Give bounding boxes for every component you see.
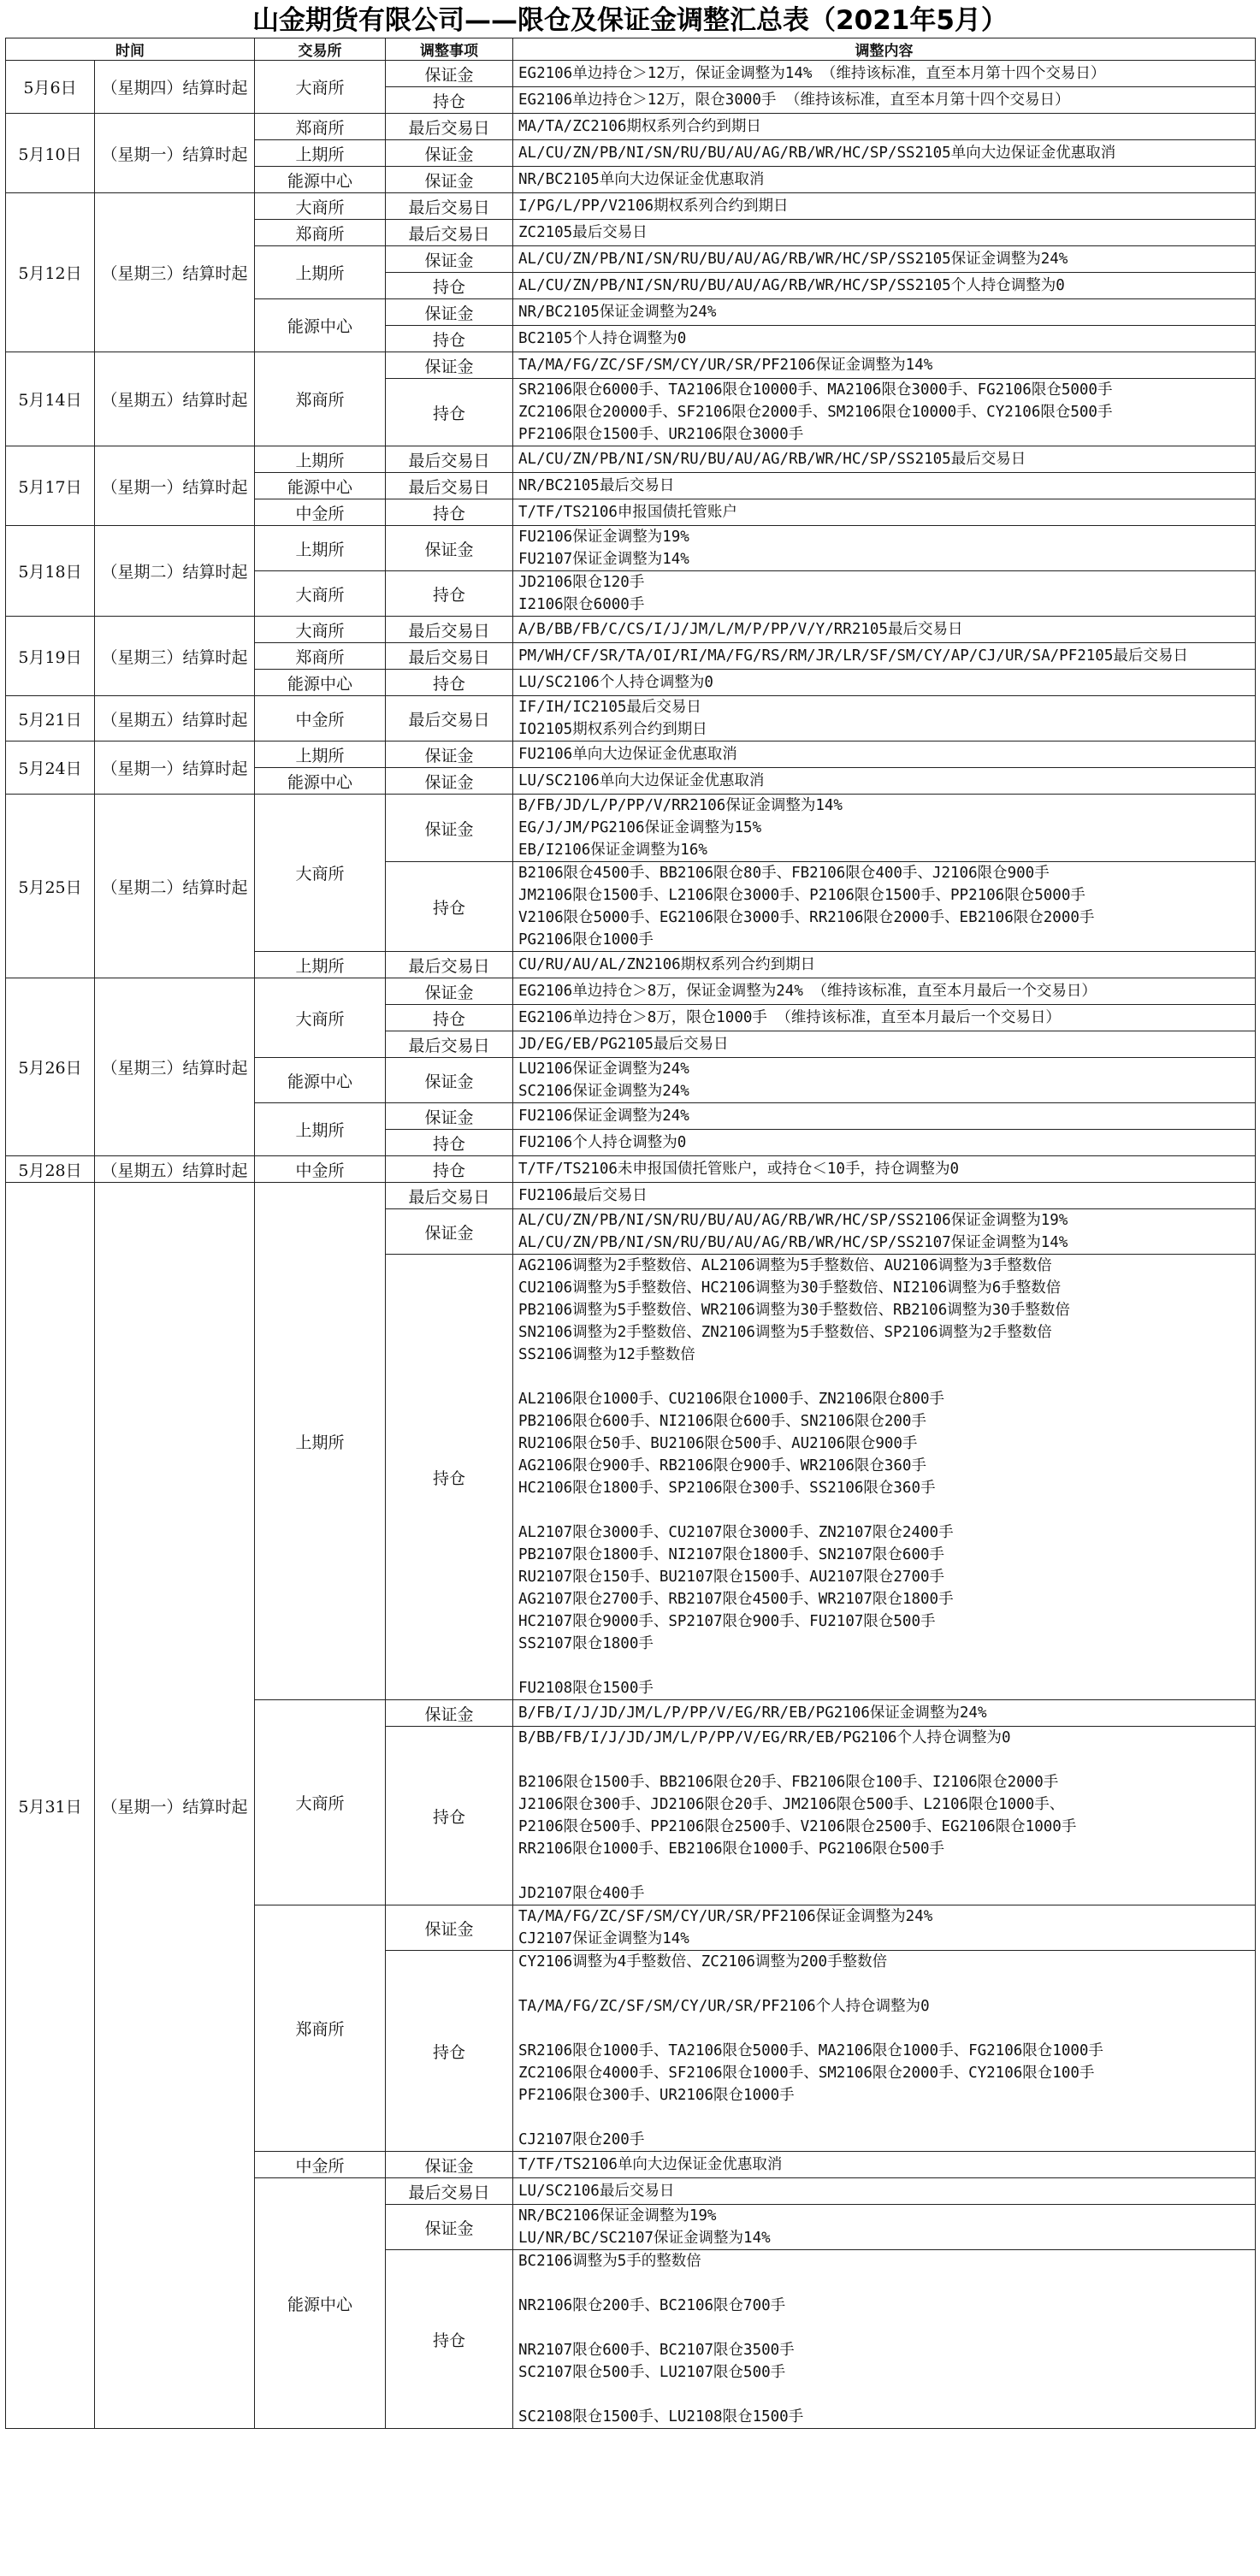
exchange-cell: 大商所 <box>255 61 386 114</box>
content-cell <box>513 1700 1256 1727</box>
item-cell: 持仓 <box>386 87 513 114</box>
content-line: ZC2105最后交易日 <box>518 224 648 241</box>
table-row <box>6 978 1256 1005</box>
content-cell <box>513 978 1256 1005</box>
item-cell: 最后交易日 <box>386 473 513 499</box>
exchange-cell: 上期所 <box>255 952 386 978</box>
content-cell <box>513 140 1256 167</box>
table-row <box>6 114 1256 140</box>
content-line: IF/IH/IC2105最后交易日 <box>518 699 701 716</box>
content-line: SC2108限仓1500手、LU2108限仓1500手 <box>518 2408 804 2425</box>
date-cell: 5月31日 <box>6 1183 95 2429</box>
exchange-cell: 郑商所 <box>255 220 386 246</box>
weekday-cell: （星期五）结算时起 <box>95 696 255 741</box>
content-line: SR2106限仓1000手、TA2106限仓5000手、MA2106限仓1000手、FG2106限仓1000手 <box>518 2042 1103 2059</box>
content-line: SS2107限仓1800手 <box>518 1635 654 1652</box>
weekday-cell: （星期一）结算时起 <box>95 446 255 526</box>
exchange-cell: 郑商所 <box>255 352 386 446</box>
content-line: ZC2106限仓20000手、SF2106限仓2000手、SM2106限仓10000手、CY2106限仓500手 <box>518 404 1113 421</box>
item-cell: 保证金 <box>386 741 513 768</box>
content-line: P2106限仓500手、PP2106限仓2500手、V2106限仓2500手、EG2106限仓1000手 <box>518 1818 1077 1835</box>
content-line: B2106限仓4500手、BB2106限仓80手、FB2106限仓400手、J2106限仓900手 <box>518 865 1050 882</box>
summary-document <box>5 3 1255 2429</box>
item-cell: 持仓 <box>386 571 513 617</box>
content-line: PM/WH/CF/SR/TA/OI/RI/MA/FG/RS/RM/JR/LR/SF/SM/CY/AP/CJ/UR/SA/PF2105最后交易日 <box>518 647 1188 665</box>
header-time: 时间 <box>6 38 255 61</box>
exchange-cell: 大商所 <box>255 617 386 643</box>
content-cell <box>513 571 1256 617</box>
page-title: 山金期货有限公司——限仓及保证金调整汇总表（2021年5月） <box>252 5 1008 36</box>
content-line: EG2106单边持仓＞12万，保证金调整为14% （维持该标准，直至本月第十四个交易日） <box>518 65 1106 82</box>
item-cell: 最后交易日 <box>386 446 513 473</box>
content-line: SC2106保证金调整为24% <box>518 1083 689 1100</box>
content-line <box>518 2317 1250 2339</box>
content-line: EG2106单边持仓＞8万，保证金调整为24% （维持该标准，直至本月最后一个交易日） <box>518 983 1097 1000</box>
content-line: V2106限仓5000手、EG2106限仓3000手、RR2106限仓2000手、EB2106限仓2000手 <box>518 909 1095 926</box>
content-line: PF2106限仓300手、UR2106限仓1000手 <box>518 2087 795 2104</box>
table-row <box>6 617 1256 643</box>
header-item: 调整事项 <box>386 38 513 61</box>
content-line: PB2106限仓600手、NI2106限仓600手、SN2106限仓200手 <box>518 1413 926 1430</box>
table-row <box>6 352 1256 379</box>
exchange-cell: 中金所 <box>255 1156 386 1183</box>
content-line <box>518 1499 1250 1521</box>
item-cell: 持仓 <box>386 862 513 952</box>
content-line: FU2106个人持仓调整为0 <box>518 1134 687 1151</box>
content-line: LU/NR/BC/SC2107保证金调整为14% <box>518 2230 771 2247</box>
item-cell: 持仓 <box>386 1130 513 1156</box>
content-cell <box>513 1156 1256 1183</box>
table-row <box>6 1156 1256 1183</box>
content-line: AL/CU/ZN/PB/NI/SN/RU/BU/AU/AG/RB/WR/HC/SP/SS2105单向大边保证金优惠取消 <box>518 145 1116 162</box>
item-cell: 保证金 <box>386 1103 513 1130</box>
exchange-cell: 上期所 <box>255 1103 386 1156</box>
content-line: JM2106限仓1500手、L2106限仓3000手、P2106限仓1500手、PP2106限仓5000手 <box>518 887 1085 904</box>
content-line: A/B/BB/FB/C/CS/I/J/JM/L/M/P/PP/V/Y/RR2105最后交易日 <box>518 621 963 638</box>
content-cell <box>513 952 1256 978</box>
table-row <box>6 193 1256 220</box>
table-header-row <box>6 38 1256 61</box>
content-line: LU2106保证金调整为24% <box>518 1061 689 1078</box>
weekday-cell: （星期三）结算时起 <box>95 193 255 352</box>
content-line <box>518 1860 1250 1882</box>
content-line: LU/SC2106个人持仓调整为0 <box>518 674 713 691</box>
content-line: FU2108限仓1500手 <box>518 1680 654 1697</box>
content-cell <box>513 862 1256 952</box>
content-cell <box>513 246 1256 273</box>
content-cell <box>513 193 1256 220</box>
content-line: NR2106限仓200手、BC2106限仓700手 <box>518 2297 786 2314</box>
item-cell: 保证金 <box>386 978 513 1005</box>
table-row <box>6 696 1256 741</box>
weekday-cell: （星期一）结算时起 <box>95 114 255 193</box>
exchange-cell: 大商所 <box>255 795 386 952</box>
content-line: LU/SC2106最后交易日 <box>518 2183 675 2200</box>
content-line: T/TF/TS2106申报国债托管账户 <box>518 504 737 521</box>
weekday-cell: （星期三）结算时起 <box>95 978 255 1156</box>
table-row <box>6 1183 1256 1209</box>
date-cell: 5月6日 <box>6 61 95 114</box>
content-line: JD2106限仓120手 <box>518 574 645 591</box>
content-line: FU2106最后交易日 <box>518 1187 648 1204</box>
content-cell <box>513 499 1256 526</box>
header-content: 调整内容 <box>513 38 1256 61</box>
item-cell: 保证金 <box>386 167 513 193</box>
content-line: AG2106限仓900手、RB2106限仓900手、WR2106限仓360手 <box>518 1457 926 1474</box>
content-line <box>518 1655 1250 1677</box>
content-line: FU2107保证金调整为14% <box>518 551 689 568</box>
content-line: JD2107限仓400手 <box>518 1885 645 1902</box>
date-cell: 5月19日 <box>6 617 95 696</box>
content-line: AL/CU/ZN/PB/NI/SN/RU/BU/AU/AG/RB/WR/HC/SP/SS2105个人持仓调整为0 <box>518 277 1065 294</box>
content-cell <box>513 61 1256 87</box>
exchange-cell: 中金所 <box>255 2152 386 2178</box>
exchange-cell: 中金所 <box>255 499 386 526</box>
content-cell <box>513 1209 1256 1255</box>
content-cell <box>513 114 1256 140</box>
content-line: LU/SC2106单向大边保证金优惠取消 <box>518 772 765 789</box>
content-cell <box>513 1058 1256 1103</box>
content-cell <box>513 273 1256 299</box>
table-row <box>6 741 1256 768</box>
item-cell: 保证金 <box>386 61 513 87</box>
content-line: BC2106调整为5手的整数倍 <box>518 2253 701 2270</box>
date-cell: 5月25日 <box>6 795 95 978</box>
exchange-cell: 能源中心 <box>255 2178 386 2429</box>
content-line: J2106限仓300手、JD2106限仓20手、JM2106限仓500手、L2106限仓1000手、 <box>518 1796 1065 1813</box>
item-cell: 持仓 <box>386 273 513 299</box>
table-row <box>6 61 1256 87</box>
exchange-cell: 上期所 <box>255 526 386 571</box>
item-cell: 最后交易日 <box>386 617 513 643</box>
content-line <box>518 2384 1250 2406</box>
content-line: NR/BC2106保证金调整为19% <box>518 2207 717 2224</box>
content-cell <box>513 643 1256 670</box>
exchange-cell: 上期所 <box>255 140 386 167</box>
item-cell: 持仓 <box>386 326 513 352</box>
content-line: SR2106限仓6000手、TA2106限仓10000手、MA2106限仓3000手、FG2106限仓5000手 <box>518 381 1113 399</box>
item-cell: 保证金 <box>386 526 513 571</box>
item-cell: 保证金 <box>386 1209 513 1255</box>
content-line: EG2106单边持仓＞12万，限仓3000手 （维持该标准，直至本月第十四个交易日） <box>518 92 1070 109</box>
exchange-cell: 郑商所 <box>255 114 386 140</box>
content-line: SC2107限仓500手、LU2107限仓500手 <box>518 2364 786 2381</box>
content-cell <box>513 2178 1256 2205</box>
date-cell: 5月24日 <box>6 741 95 795</box>
exchange-cell: 郑商所 <box>255 643 386 670</box>
header-exchange: 交易所 <box>255 38 386 61</box>
item-cell: 最后交易日 <box>386 952 513 978</box>
content-line: AL/CU/ZN/PB/NI/SN/RU/BU/AU/AG/RB/WR/HC/SP/SS2106保证金调整为19% <box>518 1212 1068 1229</box>
content-line: B2106限仓1500手、BB2106限仓20手、FB2106限仓100手、I2106限仓2000手 <box>518 1774 1059 1791</box>
content-line: AL/CU/ZN/PB/NI/SN/RU/BU/AU/AG/RB/WR/HC/SP/SS2105保证金调整为24% <box>518 251 1068 268</box>
date-cell: 5月28日 <box>6 1156 95 1183</box>
content-line: EB/I2106保证金调整为16% <box>518 842 707 859</box>
content-cell <box>513 87 1256 114</box>
item-cell: 保证金 <box>386 795 513 862</box>
content-line <box>518 1973 1250 1995</box>
item-cell: 持仓 <box>386 1951 513 2152</box>
exchange-cell: 上期所 <box>255 246 386 299</box>
content-line: B/FB/I/J/JD/JM/L/P/PP/V/EG/RR/EB/PG2106保证金调整为24% <box>518 1705 987 1722</box>
weekday-cell: （星期四）结算时起 <box>95 61 255 114</box>
weekday-cell: （星期二）结算时起 <box>95 526 255 617</box>
content-cell <box>513 1951 1256 2152</box>
content-line: B/BB/FB/I/J/JD/JM/L/P/PP/V/EG/RR/EB/PG2106个人持仓调整为0 <box>518 1729 1011 1746</box>
content-cell <box>513 1130 1256 1156</box>
content-line: HC2107限仓9000手、SP2107限仓900手、FU2107限仓500手 <box>518 1613 936 1630</box>
content-line: BC2105个人持仓调整为0 <box>518 330 687 347</box>
content-line: TA/MA/FG/ZC/SF/SM/CY/UR/SR/PF2106保证金调整为24% <box>518 1908 933 1925</box>
date-cell: 5月17日 <box>6 446 95 526</box>
content-line: NR/BC2105单向大边保证金优惠取消 <box>518 171 765 188</box>
content-line: RU2107限仓150手、BU2107限仓1500手、AU2107限仓2700手 <box>518 1569 945 1586</box>
content-cell <box>513 696 1256 741</box>
content-cell <box>513 795 1256 862</box>
content-cell <box>513 446 1256 473</box>
table-body <box>6 61 1256 2429</box>
item-cell: 保证金 <box>386 299 513 326</box>
date-cell: 5月21日 <box>6 696 95 741</box>
content-line: AL/CU/ZN/PB/NI/SN/RU/BU/AU/AG/RB/WR/HC/SP/SS2107保证金调整为14% <box>518 1234 1068 1251</box>
content-line: RR2106限仓1000手、EB2106限仓1000手、PG2106限仓500手 <box>518 1840 945 1858</box>
content-line <box>518 1749 1250 1771</box>
content-cell <box>513 352 1256 379</box>
content-cell <box>513 220 1256 246</box>
date-cell: 5月18日 <box>6 526 95 617</box>
content-cell <box>513 617 1256 643</box>
content-line: ZC2106限仓4000手、SF2106限仓1000手、SM2106限仓2000手、CY2106限仓100手 <box>518 2065 1095 2082</box>
item-cell: 保证金 <box>386 1700 513 1727</box>
exchange-cell: 大商所 <box>255 571 386 617</box>
content-line: SN2106调整为2手整数倍、ZN2106调整为5手整数倍、SP2106调整为2手整数倍 <box>518 1324 1052 1341</box>
content-cell <box>513 741 1256 768</box>
exchange-cell: 上期所 <box>255 446 386 473</box>
content-line: AL2107限仓3000手、CU2107限仓3000手、ZN2107限仓2400手 <box>518 1524 954 1541</box>
item-cell: 最后交易日 <box>386 643 513 670</box>
content-line: CU/RU/AU/AL/ZN2106期权系列合约到期日 <box>518 956 816 973</box>
content-line: B/FB/JD/L/P/PP/V/RR2106保证金调整为14% <box>518 797 843 814</box>
content-line: PF2106限仓1500手、UR2106限仓3000手 <box>518 426 804 443</box>
exchange-cell: 上期所 <box>255 1183 386 1700</box>
content-line: TA/MA/FG/ZC/SF/SM/CY/UR/SR/PF2106个人持仓调整为0 <box>518 1998 930 2015</box>
content-line: CY2106调整为4手整数倍、ZC2106调整为200手整数倍 <box>518 1953 888 1970</box>
item-cell: 持仓 <box>386 1156 513 1183</box>
exchange-cell: 上期所 <box>255 741 386 768</box>
content-line: AL2106限仓1000手、CU2106限仓1000手、ZN2106限仓800手 <box>518 1391 945 1408</box>
content-line: HC2106限仓1800手、SP2106限仓300手、SS2106限仓360手 <box>518 1480 936 1497</box>
item-cell: 最后交易日 <box>386 1031 513 1058</box>
weekday-cell: （星期二）结算时起 <box>95 795 255 978</box>
item-cell: 持仓 <box>386 1727 513 1905</box>
table-row <box>6 795 1256 862</box>
date-cell: 5月14日 <box>6 352 95 446</box>
content-cell <box>513 1727 1256 1905</box>
item-cell: 保证金 <box>386 1905 513 1951</box>
content-line: PB2107限仓1800手、NI2107限仓1800手、SN2107限仓600手 <box>518 1546 945 1563</box>
content-line: FU2106保证金调整为24% <box>518 1108 689 1125</box>
item-cell: 保证金 <box>386 2205 513 2250</box>
content-cell <box>513 1005 1256 1031</box>
exchange-cell: 大商所 <box>255 978 386 1058</box>
item-cell: 保证金 <box>386 140 513 167</box>
content-cell <box>513 2250 1256 2429</box>
content-line: NR/BC2105保证金调整为24% <box>518 304 717 321</box>
content-line: NR2107限仓600手、BC2107限仓3500手 <box>518 2342 795 2359</box>
content-cell <box>513 2205 1256 2250</box>
content-line: I2106限仓6000手 <box>518 596 645 613</box>
content-line: CU2106调整为5手整数倍、HC2106调整为30手整数倍、NI2106调整为6手整数倍 <box>518 1279 1062 1297</box>
weekday-cell: （星期三）结算时起 <box>95 617 255 696</box>
content-line: PB2106调整为5手整数倍、WR2106调整为30手整数倍、RB2106调整为30手整数倍 <box>518 1302 1070 1319</box>
adjustment-table <box>5 38 1256 2429</box>
item-cell: 持仓 <box>386 1255 513 1700</box>
item-cell: 保证金 <box>386 768 513 795</box>
content-line <box>518 1366 1250 1388</box>
date-cell: 5月12日 <box>6 193 95 352</box>
content-line: TA/MA/FG/ZC/SF/SM/CY/UR/SR/PF2106保证金调整为14% <box>518 357 933 374</box>
content-cell <box>513 167 1256 193</box>
item-cell: 最后交易日 <box>386 114 513 140</box>
item-cell: 最后交易日 <box>386 220 513 246</box>
content-line: CJ2107保证金调整为14% <box>518 1930 689 1947</box>
date-cell: 5月10日 <box>6 114 95 193</box>
content-line: SS2106调整为12手整数倍 <box>518 1346 695 1363</box>
date-cell: 5月26日 <box>6 978 95 1156</box>
weekday-cell: （星期五）结算时起 <box>95 352 255 446</box>
exchange-cell: 能源中心 <box>255 670 386 696</box>
content-line: AL/CU/ZN/PB/NI/SN/RU/BU/AU/AG/RB/WR/HC/SP/SS2105最后交易日 <box>518 451 1026 468</box>
content-cell <box>513 1905 1256 1951</box>
content-cell <box>513 1103 1256 1130</box>
exchange-cell: 能源中心 <box>255 167 386 193</box>
content-cell <box>513 473 1256 499</box>
exchange-cell: 大商所 <box>255 193 386 220</box>
content-cell <box>513 768 1256 795</box>
content-cell <box>513 379 1256 446</box>
exchange-cell: 能源中心 <box>255 1058 386 1103</box>
content-cell <box>513 1031 1256 1058</box>
content-line: EG2106单边持仓＞8万，限仓1000手 （维持该标准，直至本月最后一个交易日） <box>518 1009 1061 1026</box>
item-cell: 持仓 <box>386 2250 513 2429</box>
content-line <box>518 2018 1250 2040</box>
content-line: MA/TA/ZC2106期权系列合约到期日 <box>518 118 761 135</box>
table-row <box>6 446 1256 473</box>
content-line: I/PG/L/PP/V2106期权系列合约到期日 <box>518 198 789 215</box>
item-cell: 保证金 <box>386 352 513 379</box>
exchange-cell: 能源中心 <box>255 768 386 795</box>
item-cell: 持仓 <box>386 499 513 526</box>
item-cell: 最后交易日 <box>386 2178 513 2205</box>
content-cell <box>513 1255 1256 1700</box>
content-line <box>518 2272 1250 2295</box>
exchange-cell: 郑商所 <box>255 1905 386 2152</box>
content-cell <box>513 2152 1256 2178</box>
content-line: CJ2107限仓200手 <box>518 2131 645 2148</box>
content-cell <box>513 526 1256 571</box>
exchange-cell: 能源中心 <box>255 473 386 499</box>
content-line: AG2107限仓2700手、RB2107限仓4500手、WR2107限仓1800手 <box>518 1591 954 1608</box>
content-line: EG/J/JM/PG2106保证金调整为15% <box>518 819 762 836</box>
exchange-cell: 中金所 <box>255 696 386 741</box>
item-cell: 持仓 <box>386 670 513 696</box>
weekday-cell: （星期一）结算时起 <box>95 1183 255 2429</box>
content-line: AG2106调整为2手整数倍、AL2106调整为5手整数倍、AU2106调整为3手整数倍 <box>518 1257 1052 1274</box>
content-cell <box>513 670 1256 696</box>
table-row <box>6 526 1256 571</box>
content-line: T/TF/TS2106单向大边保证金优惠取消 <box>518 2156 783 2173</box>
content-line: JD/EG/EB/PG2105最后交易日 <box>518 1036 729 1053</box>
weekday-cell: （星期一）结算时起 <box>95 741 255 795</box>
item-cell: 最后交易日 <box>386 193 513 220</box>
weekday-cell: （星期五）结算时起 <box>95 1156 255 1183</box>
item-cell: 持仓 <box>386 379 513 446</box>
item-cell: 保证金 <box>386 2152 513 2178</box>
content-line: FU2106单向大边保证金优惠取消 <box>518 746 737 763</box>
item-cell: 最后交易日 <box>386 1183 513 1209</box>
item-cell: 保证金 <box>386 1058 513 1103</box>
content-line: FU2106保证金调整为19% <box>518 529 689 546</box>
item-cell: 最后交易日 <box>386 696 513 741</box>
content-line: PG2106限仓1000手 <box>518 931 654 948</box>
item-cell: 持仓 <box>386 1005 513 1031</box>
content-line: IO2105期权系列合约到期日 <box>518 721 707 738</box>
exchange-cell: 大商所 <box>255 1700 386 1905</box>
exchange-cell: 能源中心 <box>255 299 386 352</box>
content-cell <box>513 326 1256 352</box>
content-line: T/TF/TS2106未申报国债托管账户，或持仓＜10手，持仓调整为0 <box>518 1161 960 1178</box>
content-line: RU2106限仓50手、BU2106限仓500手、AU2106限仓900手 <box>518 1435 918 1452</box>
content-line <box>518 2106 1250 2129</box>
content-line: NR/BC2105最后交易日 <box>518 477 675 494</box>
item-cell: 保证金 <box>386 246 513 273</box>
content-cell <box>513 299 1256 326</box>
content-cell <box>513 1183 1256 1209</box>
